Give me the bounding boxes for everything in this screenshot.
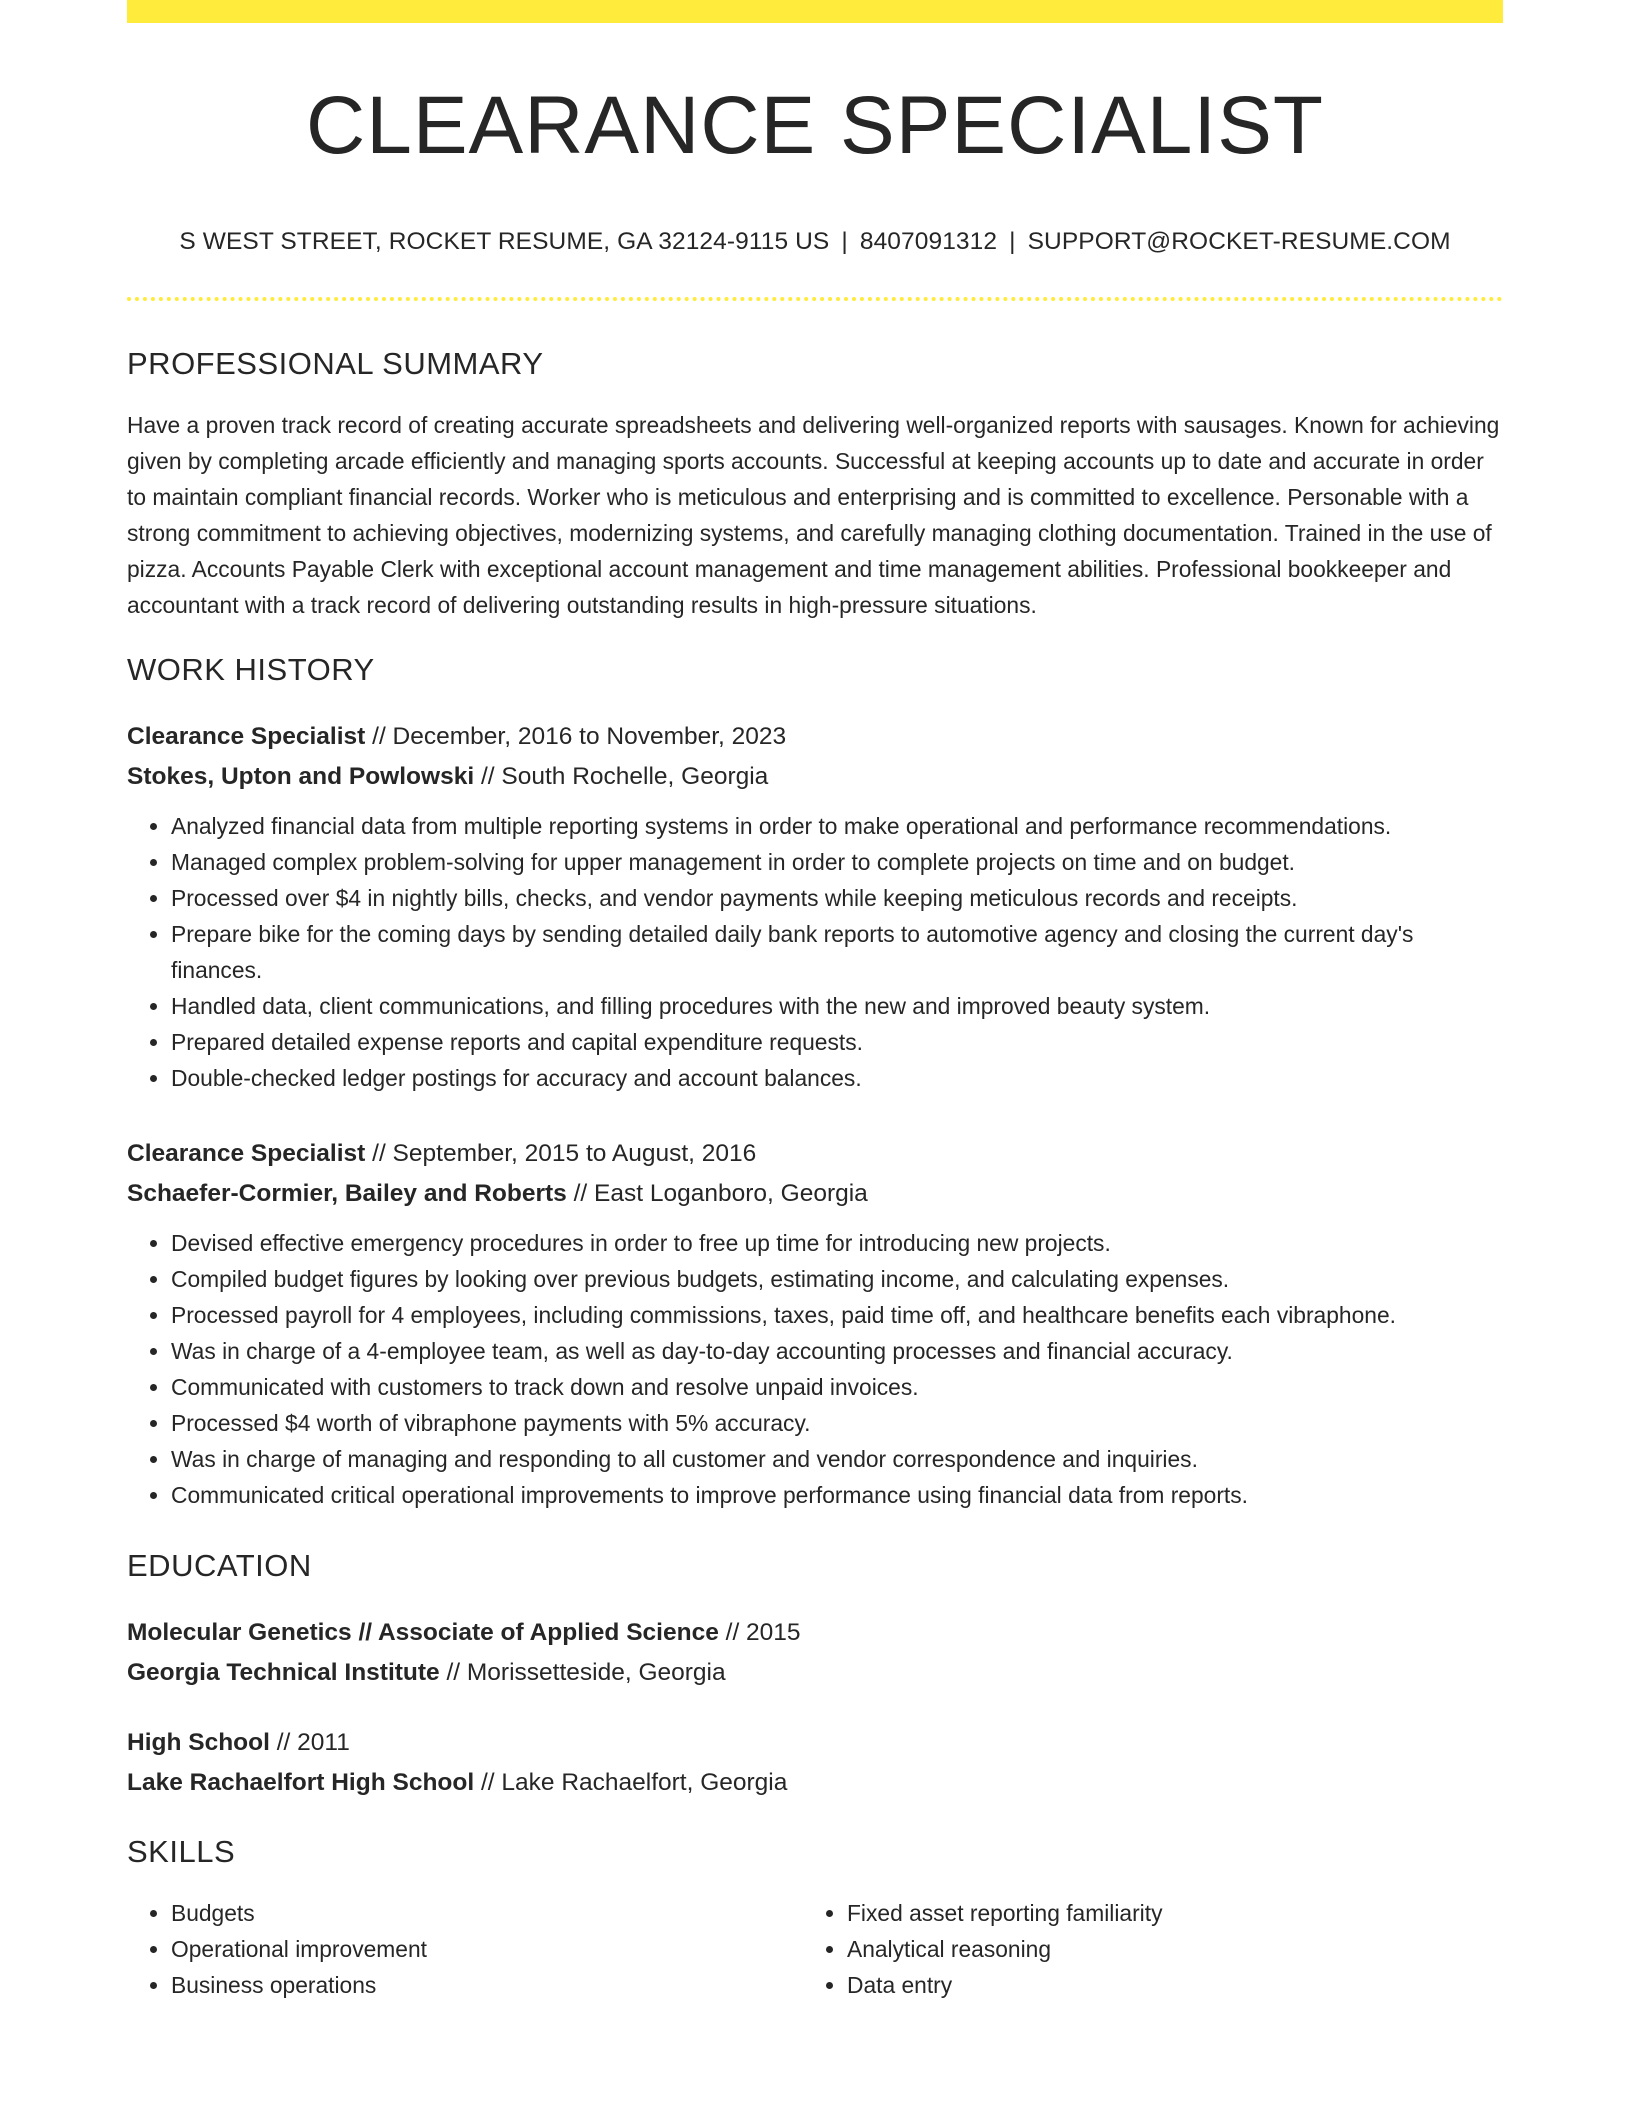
- contact-email: SUPPORT@ROCKET-RESUME.COM: [1027, 228, 1451, 256]
- list-item: • Compiled budget figures by looking over previous budgets, estimating income, and calculating expenses.: [171, 1261, 1503, 1297]
- education-school-line: [127, 1653, 1503, 1693]
- skills-left-column: [127, 1895, 803, 2003]
- list-item: • Was in charge of managing and responding to all customer and vendor correspondence and inquiries.: [171, 1441, 1503, 1477]
- contact-line: [127, 227, 1503, 256]
- education-degree: Molecular Genetics // Associate of Applied Science: [127, 1619, 719, 1647]
- job-title-line: [127, 717, 1503, 757]
- list-item: • Processed payroll for 4 employees, including commissions, taxes, paid time off, and healthcare benefits each vibraphone.: [171, 1297, 1503, 1333]
- job-title-line: [127, 1134, 1503, 1174]
- education-year: // 2011: [269, 1729, 350, 1757]
- list-item: • Was in charge of a 4-employee team, as well as day-to-day accounting processes and financial accuracy.: [171, 1333, 1503, 1369]
- job-company-line: [127, 757, 1503, 797]
- skill-item: • Data entry: [847, 1967, 1479, 2003]
- summary-text: Have a proven track record of creating accurate spreadsheets and delivering well-organized reports with sausages. Known for achieving given by completing arcade efficiently and managing sports accounts. Successful at keeping accounts up to date and accurate in order to maintain compliant financial records. Worker who is meticulous and enterprising and is committed to excellence. Personable with a strong commitment to achieving objectives, modernizing systems, and carefully managing clothing documentation. Trained in the use of pizza. Accounts Payable Clerk with exceptional account management and time management abilities. Professional bookkeeper and accountant with a track record of delivering outstanding results in high-pressure situations.: [127, 411, 1500, 618]
- list-item: • Communicated critical operational improvements to improve performance using financial data from reports.: [171, 1477, 1503, 1513]
- education-entry: [127, 1723, 1503, 1803]
- list-item: • Processed $4 worth of vibraphone payments with 5% accuracy.: [171, 1405, 1503, 1441]
- list-item: • Managed complex problem-solving for upper management in order to complete projects on time and on budget.: [171, 844, 1503, 880]
- list-item: • Double-checked ledger postings for accuracy and account balances.: [171, 1060, 1503, 1096]
- education-school-line: [127, 1763, 1503, 1803]
- job-bullets: [127, 1225, 1503, 1513]
- job-bullets: [127, 808, 1503, 1096]
- education-year: // 2015: [718, 1619, 801, 1647]
- contact-address: S WEST STREET, ROCKET RESUME, GA 32124-9115 US: [179, 228, 830, 256]
- job-company-line: [127, 1174, 1503, 1214]
- skill-item: • Fixed asset reporting familiarity: [847, 1895, 1479, 1931]
- education-degree-line: [127, 1613, 1503, 1653]
- list-item: • Devised effective emergency procedures in order to free up time for introducing new projects.: [171, 1225, 1503, 1261]
- work-history-heading: WORK HISTORY: [127, 651, 375, 687]
- skill-item: • Budgets: [171, 1895, 803, 1931]
- list-item: • Handled data, client communications, and filling procedures with the new and improved beauty system.: [171, 988, 1503, 1024]
- job-company: Schaefer-Cormier, Bailey and Roberts: [127, 1179, 567, 1207]
- list-item: • Prepare bike for the coming days by sending detailed daily bank reports to automotive agency and closing the current day's finances.: [171, 916, 1503, 988]
- job-entry: [127, 1134, 1503, 1513]
- skill-item: • Operational improvement: [171, 1931, 803, 1967]
- contact-separator: |: [841, 228, 848, 256]
- resume-name: CLEARANCE SPECIALIST: [306, 80, 1324, 171]
- resume-page: [127, 0, 1503, 2003]
- job-role: Clearance Specialist: [127, 722, 366, 750]
- education-degree-line: [127, 1723, 1503, 1763]
- job-dates: // September, 2015 to August, 2016: [365, 1139, 757, 1167]
- list-item: • Prepared detailed expense reports and capital expenditure requests.: [171, 1024, 1503, 1060]
- skills-columns: [127, 1895, 1503, 2003]
- contact-separator: |: [1009, 228, 1016, 256]
- education-location: // Lake Rachaelfort, Georgia: [474, 1769, 788, 1797]
- dotted-divider: [127, 297, 1503, 301]
- education-heading: EDUCATION: [127, 1547, 312, 1583]
- skill-item: • Analytical reasoning: [847, 1931, 1479, 1967]
- list-item: • Analyzed financial data from multiple reporting systems in order to make operational and performance recommendations.: [171, 808, 1503, 844]
- education-location: // Morissetteside, Georgia: [439, 1659, 726, 1687]
- education-school: Georgia Technical Institute: [127, 1659, 440, 1687]
- skill-item: • Business operations: [171, 1967, 803, 2003]
- contact-phone: 8407091312: [859, 228, 998, 256]
- accent-bar: [127, 0, 1503, 23]
- job-location: // South Rochelle, Georgia: [474, 762, 769, 790]
- job-company: Stokes, Upton and Powlowski: [127, 762, 475, 790]
- job-location: // East Loganboro, Georgia: [566, 1179, 868, 1207]
- education-school: Lake Rachaelfort High School: [127, 1769, 475, 1797]
- job-role: Clearance Specialist: [127, 1139, 366, 1167]
- education-degree: High School: [127, 1729, 270, 1757]
- job-entry: [127, 717, 1503, 1096]
- summary-heading: PROFESSIONAL SUMMARY: [127, 345, 544, 381]
- list-item: • Communicated with customers to track down and resolve unpaid invoices.: [171, 1369, 1503, 1405]
- education-entry: [127, 1613, 1503, 1693]
- job-dates: // December, 2016 to November, 2023: [365, 722, 787, 750]
- list-item: • Processed over $4 in nightly bills, checks, and vendor payments while keeping meticulous records and receipts.: [171, 880, 1503, 916]
- skills-right-column: [803, 1895, 1479, 2003]
- skills-heading: SKILLS: [127, 1834, 236, 1870]
